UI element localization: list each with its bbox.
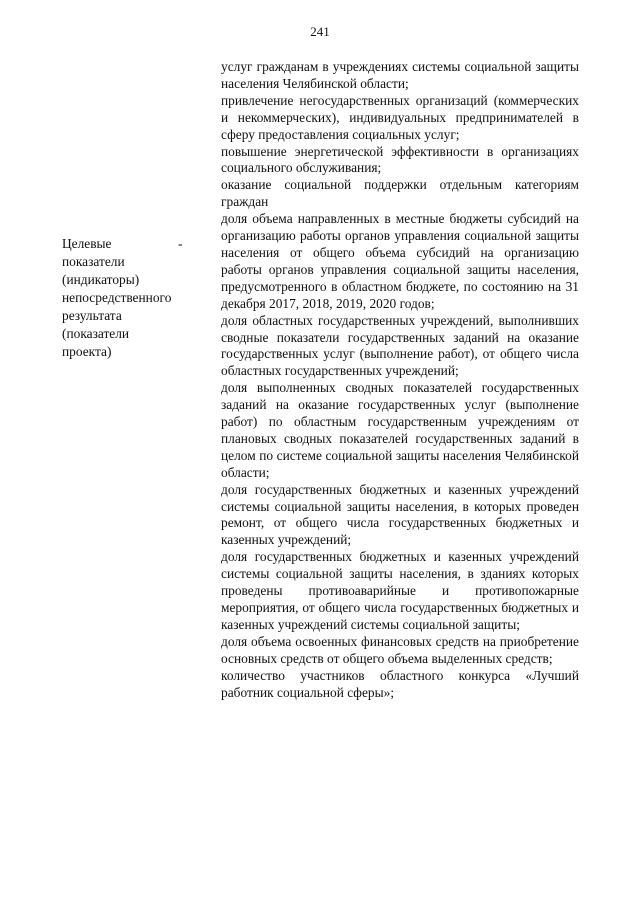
paragraph-energy-efficiency: повышение энергетической эффективности в организациях социального обслуживания;: [221, 143, 579, 176]
section-label-line: непосредственного: [62, 290, 172, 305]
paragraph-indicator-repairs: доля государственных бюджетных и казенных учреждений системы социальной защиты населения, в которых проведен ремонт, от общего числа государственных бюджетных и казенных учреждений;: [221, 481, 579, 548]
section-label-line: Целевые: [62, 236, 112, 251]
paragraph-nongovernmental-involvement: привлечение негосударственных организаций (коммерческих и некоммерческих), индивидуальных предпринимателей в сферу предоставления социальных услуг;: [221, 92, 579, 142]
section-label-dash: -: [178, 236, 183, 251]
section-label-line: (показатели: [62, 326, 130, 341]
paragraph-indicator-fixed-assets: доля объема освоенных финансовых средств на приобретение основных средств от общего объема выделенных средств;: [221, 633, 579, 666]
section-label-line: (индикаторы): [62, 272, 140, 287]
paragraph-indicator-subsidies: доля объема направленных в местные бюджеты субсидий на организацию работы органов управления социальной защиты населения от общего объема субсидий на организацию работы органов управления социальной защиты населения, предусмотренного в областном бюджете, по состоянию на 31 декабря 2017, 2018, 2019, 2020 годов;: [221, 211, 579, 311]
paragraph-indicator-contest: количество участников областного конкурса «Лучший работник социальной сферы»;: [221, 667, 579, 700]
indicator-text: [221, 59, 579, 701]
page-number: 241: [310, 24, 330, 39]
paragraph-indicator-institutions: доля областных государственных учреждений, выполнивших сводные показатели государственных заданий на оказание государственных услуг (выполнение работ), от общего числа областных государственных учреждений;: [221, 312, 579, 379]
paragraph-indicator-state-tasks: доля выполненных сводных показателей государственных заданий на оказание государственных услуг (выполнение работ) по областным государственным учреждениям от плановых сводных показателей государственных заданий в целом по системе социальной защиты населения Челябинской области;: [221, 380, 579, 480]
paragraph-indicator-fire-safety: доля государственных бюджетных и казенных учреждений системы социальной защиты населения, в зданиях которых проведены противоаварийные и противопожарные мероприятия, от общего числа государственных бюджетных и казенных учреждений системы социальной защиты;: [221, 549, 579, 632]
paragraph-social-support: оказание социальной поддержки отдельным категориям граждан: [221, 177, 579, 210]
section-label-line: результата: [62, 308, 122, 323]
paragraph-services-continuation: услуг гражданам в учреждениях системы социальной защиты населения Челябинской области;: [221, 59, 579, 91]
section-label-line: проекта): [62, 344, 112, 359]
section-label-line: показатели: [62, 254, 125, 269]
section-label: [62, 235, 186, 361]
